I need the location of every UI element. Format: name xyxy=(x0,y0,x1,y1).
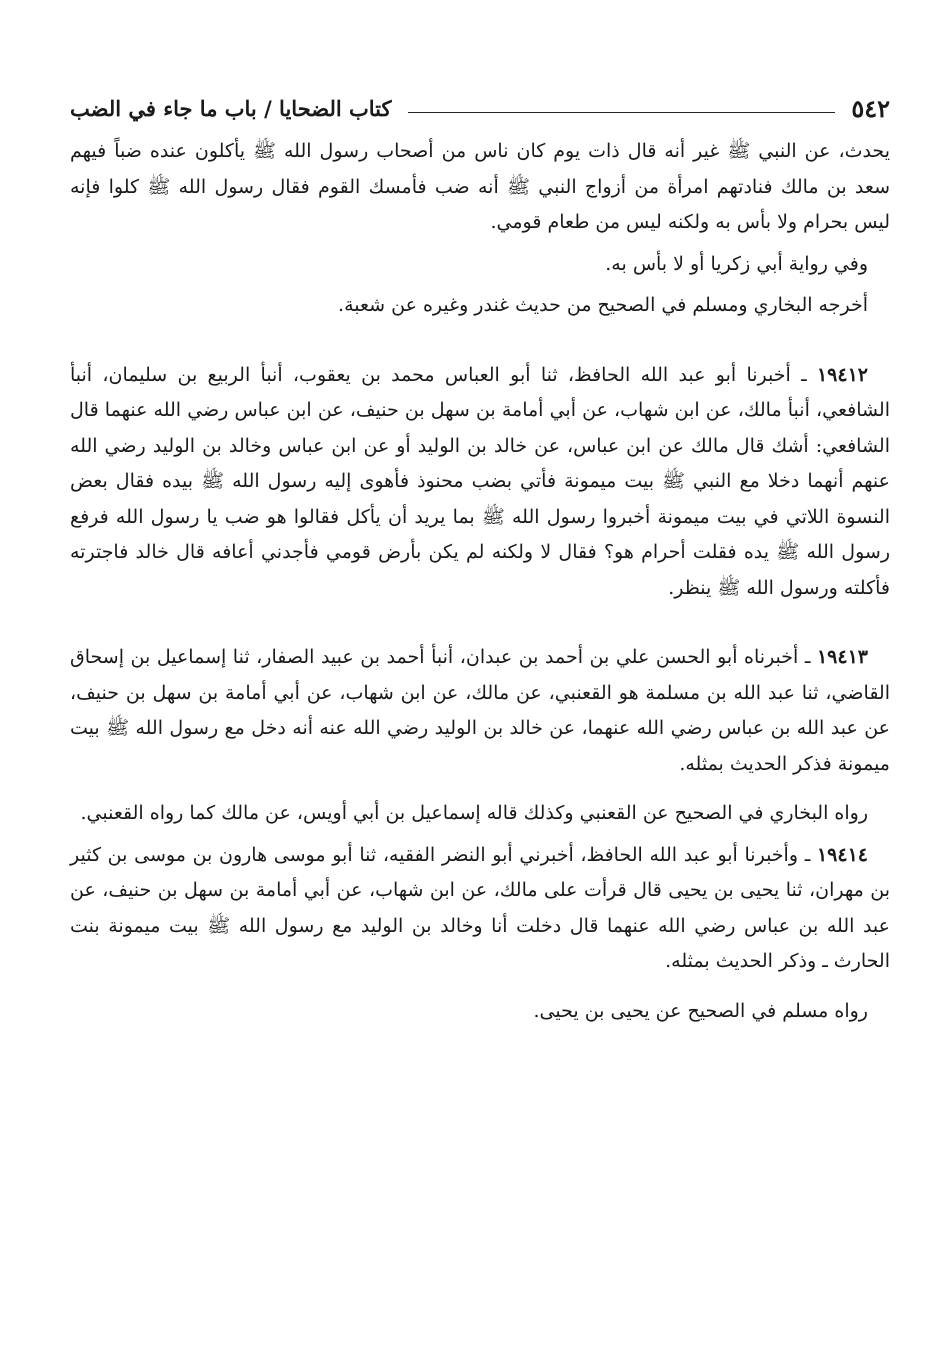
hadith-number: ١٩٤١٤ xyxy=(816,843,868,866)
hadith-text: ـ وأخبرنا أبو عبد الله الحافظ، أخبرني أبو النضر الفقيه، ثنا أبو موسى هارون بن موسى بن كثير بن مهران، ثنا يحيى بن يحيى قال قرأت على مالك، عن ابن شهاب، عن أبي أمامة بن سهل بن حنيف، عن عبد الله بن عباس رضي الله عنهما قال دخلت أنا وخالد بن الوليد مع رسول الله ﷺ بيت ميمونة بنت الحارث ـ وذكر الحديث بمثله. xyxy=(70,843,890,972)
hadith-text: ـ أخبرناه أبو الحسن علي بن أحمد بن عبدان، أنبأ أحمد بن عبيد الصفار، ثنا إسماعيل بن إسحاق القاضي، ثنا عبد الله بن مسلمة هو القعنبي، عن مالك، عن ابن شهاب، عن أبي أمامة بن سهل بن حنيف، عن عبد الله بن عباس رضي الله عنهما، عن خالد بن الوليد رضي الله عنه أنه دخل مع رسول الله ﷺ بيت ميمونة فذكر الحديث بمثله. xyxy=(70,646,890,775)
paragraph-riwaya-muslim: رواه مسلم في الصحيح عن يحيى بن يحيى. xyxy=(533,999,868,1022)
hadith-number: ١٩٤١٢ xyxy=(816,363,868,386)
paragraph-riwaya-bukhari: رواه البخاري في الصحيح عن القعنبي وكذلك قاله إسماعيل بن أبي أويس، عن مالك كما رواه القعنبي. xyxy=(80,802,868,824)
hadith-19414 xyxy=(70,838,890,980)
hadith-19412 xyxy=(70,358,890,607)
paragraph-takhrij: أخرجه البخاري ومسلم في الصحيح من حديث غندر وغيره عن شعبة. xyxy=(338,294,868,316)
document-page xyxy=(70,88,890,1029)
hadith-text: ـ أخبرنا أبو عبد الله الحافظ، ثنا أبو العباس محمد بن يعقوب، أنبأ الربيع بن سليمان، أنبأ الشافعي، أنبأ مالك، عن ابن شهاب، عن أبي أمامة بن سهل بن حنيف، عن ابن عباس رضي الله عنهما قال الشافعي: أشك قال مالك عن ابن عباس، عن خالد بن الوليد أو عن ابن عباس وخالد بن الوليد رضي الله عنهم أنهما دخلا مع النبي ﷺ بيت ميمونة فأتي بضب محنوذ فأهوى إليه رسول الله ﷺ بيده فقال بعض النسوة اللاتي في بيت ميمونة أخبروا رسول الله ﷺ بما يريد أن يأكل فقالوا هو ضب يا رسول الله فرفع رسول الله ﷺ يده فقلت أحرام هو؟ فقال لا ولكنه لم يكن بأرض قومي فأجدني أعافه قال خالد فاجترته فأكلته ورسول الله ﷺ ينظر. xyxy=(70,363,890,599)
hadith-19413 xyxy=(70,640,890,782)
running-title: كتاب الضحايا / باب ما جاء في الضب xyxy=(70,95,392,121)
header-rule xyxy=(408,112,836,113)
page-header xyxy=(70,88,890,128)
page-number: ٥٤٢ xyxy=(851,93,890,123)
paragraph-continuation: يحدث، عن النبي ﷺ غير أنه قال ذات يوم كان ناس من أصحاب رسول الله ﷺ يأكلون عنده ضباً فيهم سعد بن مالك فنادتهم امرأة من أزواج النبي ﷺ أنه ضب فأمسك القوم فقال رسول الله ﷺ كلوا فإنه ليس بحرام ولا بأس به ولكنه ليس من طعام قومي. xyxy=(70,140,890,233)
hadith-number: ١٩٤١٣ xyxy=(816,646,868,668)
paragraph-variant-note: وفي رواية أبي زكريا أو لا بأس به. xyxy=(605,252,868,275)
